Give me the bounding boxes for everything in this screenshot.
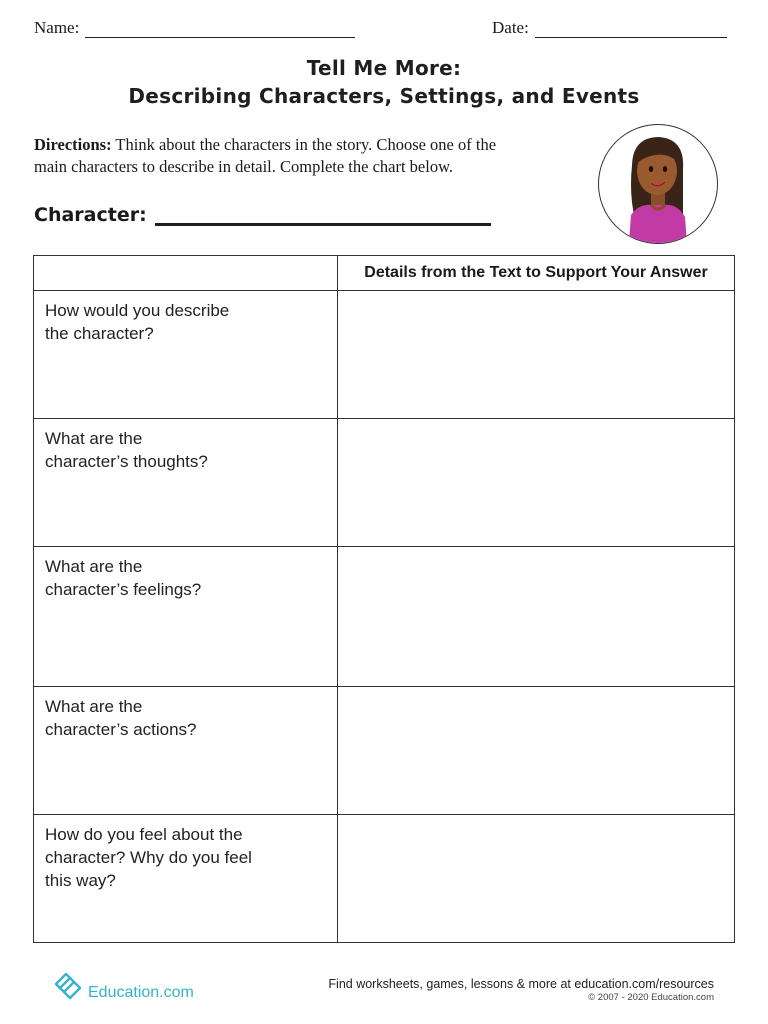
prompt-cell <box>34 815 338 943</box>
answer-cell[interactable] <box>338 419 735 547</box>
table-row <box>34 419 735 547</box>
answer-cell[interactable] <box>338 291 735 419</box>
prompt-cell <box>34 687 338 815</box>
table-row <box>34 291 735 419</box>
answer-cell[interactable] <box>338 815 735 943</box>
table-header-row <box>34 256 735 291</box>
table-row <box>34 687 735 815</box>
character-line[interactable] <box>155 203 491 226</box>
table-header-details: Details from the Text to Support Your Answer <box>338 256 735 291</box>
education-logo[interactable] <box>52 970 194 1002</box>
prompt-text: What are the character’s thoughts? <box>45 429 208 471</box>
date-field[interactable] <box>492 18 727 38</box>
prompt-text: How would you describe the character? <box>45 301 230 343</box>
answer-cell[interactable] <box>338 687 735 815</box>
table-row <box>34 547 735 687</box>
name-field[interactable] <box>34 18 355 38</box>
answer-cell[interactable] <box>338 547 735 687</box>
directions <box>34 134 524 178</box>
prompt-text: How do you feel about the character? Why do you feel this way? <box>45 825 252 890</box>
footer-info <box>328 977 714 1003</box>
name-label: Name: <box>34 18 80 37</box>
page-subtitle: Describing Characters, Settings, and Events <box>128 84 640 108</box>
table-row <box>34 815 735 943</box>
character-label: Character: <box>34 204 147 226</box>
prompt-cell <box>34 547 338 687</box>
directions-text: Think about the characters in the story. Choose one of the main characters to describe in detail. Complete the chart below. <box>34 135 497 176</box>
footer-copyright: © 2007 - 2020 Education.com <box>588 992 714 1003</box>
education-logo-icon <box>52 970 84 1002</box>
character-chart <box>33 255 735 943</box>
prompt-text: What are the character’s feelings? <box>45 557 202 599</box>
prompt-cell <box>34 291 338 419</box>
prompt-cell <box>34 419 338 547</box>
date-label: Date: <box>492 18 529 37</box>
page-title: Tell Me More: <box>306 56 462 80</box>
girl-character-icon <box>598 124 718 244</box>
brand-name: Education.com <box>88 984 194 1001</box>
directions-label: Directions: <box>34 135 112 154</box>
table-header-empty <box>34 256 338 291</box>
date-line[interactable] <box>535 21 727 38</box>
character-field[interactable] <box>34 203 491 226</box>
footer-tagline[interactable]: Find worksheets, games, lessons & more at education.com/resources <box>328 977 714 991</box>
name-line[interactable] <box>85 21 355 38</box>
prompt-text: What are the character’s actions? <box>45 697 197 739</box>
